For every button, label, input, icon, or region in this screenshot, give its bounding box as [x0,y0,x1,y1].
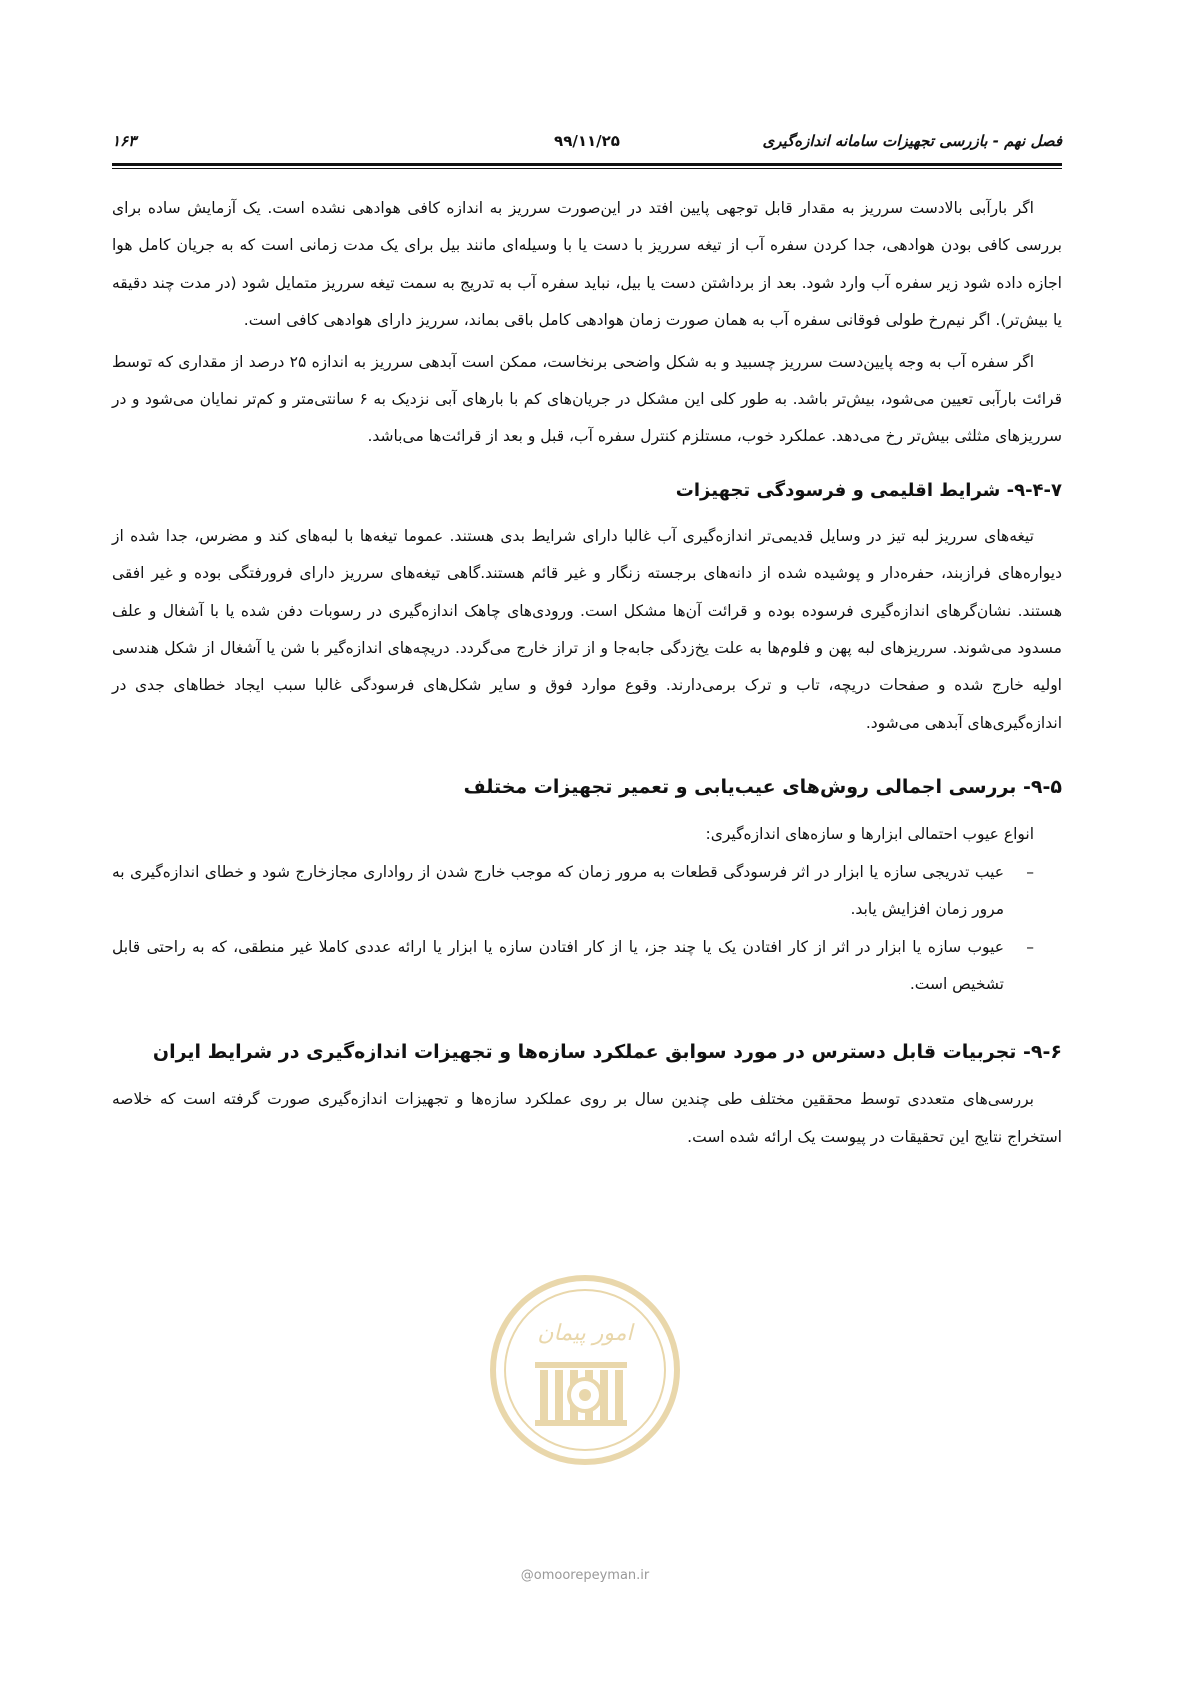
watermark-url: @omoorepeyman.ir [520,1568,650,1583]
list-item [112,854,1062,929]
page-header [112,128,1062,158]
fault-list [112,854,1062,1004]
paragraph-wear: تیغه‌های سرریز لبه تیز در وسایل قدیمی‌تر اندازه‌گیری آب غالبا دارای شرایط بدی هستند. عموما تیغه‌ها با لبه‌های کند و مضرس، جدا شده از دیواره‌های فرازبند، حفره‌دار و پوشیده شده از دانه‌های برجسته زنگار و غیر قائم هستند.گاهی تیغه‌های سرریز دارای فرورفتگی بوده و غیر افقی هستند. نشان‌گرهای اندازه‌گیری فرسوده بوده و قرائت آن‌ها مشکل است. ورودی‌های چاهک اندازه‌گیری در رسوبات دفن شده یا با آشغال و علف مسدود می‌شوند. سرریزهای لبه پهن و فلوم‌ها به علت یخ‌زدگی جابه‌جا و از تراز خارج می‌گردد. دریچه‌های اندازه‌گیر با شن یا آشغال از شکل هندسی اولیه خارج شده و صفحات دریچه، تاب و ترک برمی‌دارند. وقوع موارد فوق و سایر شکل‌های فرسودگی غالبا سبب ایجاد خطاهای جدی در اندازه‌گیری‌های آبدهی می‌شود. [112,526,1062,732]
list-item-text: عیوب سازه یا ابزار در اثر از کار افتادن یک یا چند جز، یا از کار افتادن سازه یا ابزار یا ارائه عددی کاملا غیر منطقی، که به راحتی قابل تشخیص است. [112,937,1004,993]
list-dash: – [1026,937,1034,956]
list-item [112,929,1062,1004]
page-number: ۱۶۳ [112,132,137,150]
chapter-title: فصل نهم - بازرسی تجهیزات سامانه اندازه‌گیری [762,132,1062,150]
paragraph-experience: بررسی‌های متعددی توسط محققین مختلف طی چندین سال بر روی عملکرد سازه‌ها و تجهیزات اندازه‌گیری صورت گرفته است که خلاصه استخراج نتایج این تحقیقات در پیوست یک ارائه شده است. [112,1090,1062,1146]
paragraph-fault-types: انواع عیوب احتمالی ابزارها و سازه‌های اندازه‌گیری: [705,825,1034,844]
paragraph-aeration: اگر بارآبی بالادست سرریز به مقدار قابل توجهی پایین افتد در این‌صورت سرریز به اندازه کافی هوادهی نشده است. یک آزمایش ساده برای بررسی کافی بودن هوادهی، جدا کردن سفره آب از تیغه سرریز با دست یا با وسیله‌ای مانند بیل برای یک مدت زمانی است که به جریان کامل هوا اجازه داده شود زیر سفره آب وارد شود. بعد از برداشتن دست یا بیل، نباید سفره آب به تدریج به سمت تیغه سرریز متمایل شود (در مدت چند دقیقه یا بیش‌تر). اگر نیم‌رخ طولی فوقانی سفره آب به همان صورت زمان هوادهی کامل باقی بماند، سرریز دارای هوادهی کافی است. [112,199,1062,330]
section-heading-9-5: ۹-۵- بررسی اجمالی روش‌های عیب‌یابی و تعمیر تجهیزات مختلف [463,776,1062,799]
watermark-logo-text: امور پیمان [537,1321,633,1346]
header-date: ۹۹/۱۱/۲۵ [554,132,620,150]
header-rule-thick [112,163,1062,166]
section-heading-9-4-7: ۹-۴-۷- شرایط اقلیمی و فرسودگی تجهیزات [675,479,1062,501]
paragraph-nappe: اگر سفره آب به وجه پایین‌دست سرریز چسبید و به شکل واضحی برنخاست، ممکن است آبدهی سرریز به اندازه ۲۵ درصد از مقداری که توسط قرائت بارآبی تعیین می‌شود، بیش‌تر باشد. به طور کلی این مشکل در جریان‌های کم با بارهای آبی نزدیک به ۶ سانتی‌متر و کم‌تر نمایان می‌شود و در سرریزهای مثلثی بیش‌تر رخ می‌دهد. عملکرد خوب، مستلزم کنترل سفره آب، قبل و بعد از قرائت‌ها می‌باشد. [112,352,1062,446]
header-rule-thin [112,168,1062,169]
watermark-logo [485,1270,685,1470]
list-dash: – [1026,862,1034,881]
list-item-text: عیب تدریجی سازه یا ابزار در اثر فرسودگی قطعات به مرور زمان که موجب خارج شدن از رواداری مجازخارج شود و خطای اندازه‌گیری به مرور زمان افزایش یابد. [112,862,1004,919]
section-heading-9-6: ۹-۶- تجربیات قابل دسترس در مورد سوابق عملکرد سازه‌ها و تجهیزات اندازه‌گیری در شرایط ایران [152,1041,1062,1064]
page-content [112,190,1062,1156]
